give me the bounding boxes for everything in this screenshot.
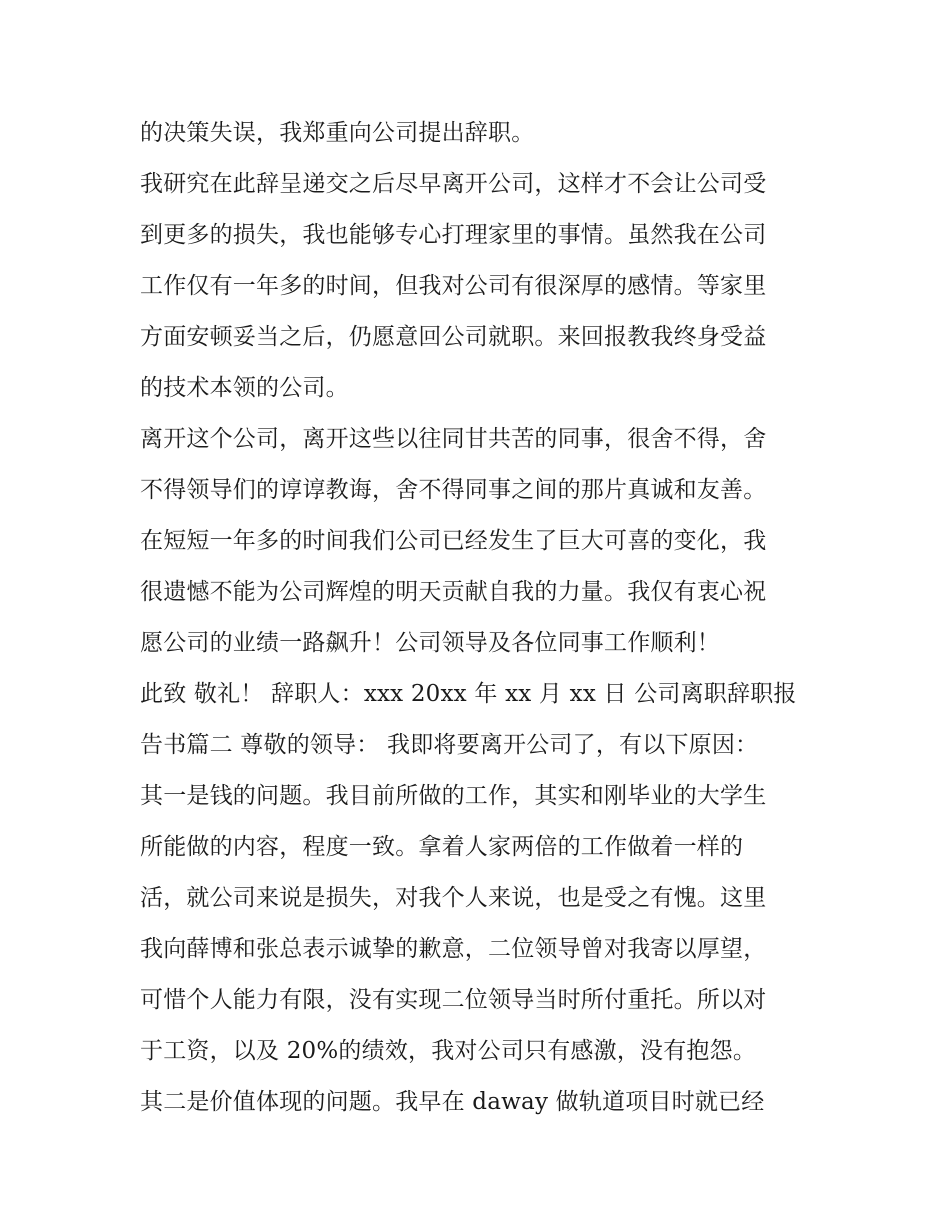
text-line-11: 愿公司的业绩一路飙升！公司领导及各位同事工作顺利！ bbox=[140, 630, 720, 656]
text-line-2: 我研究在此辞呈递交之后尽早离开公司，这样才不会让公司受 bbox=[140, 171, 767, 197]
text-line-16: 活，就公司来说是损失，对我个人来说，也是受之有愧。这里 bbox=[140, 885, 767, 911]
text-line-13: 告书篇二 尊敬的领导： 我即将要离开公司了，有以下原因： bbox=[140, 732, 759, 758]
text-line-20: 其二是价值体现的问题。我早在 daway 做轨道项目时就已经 bbox=[140, 1089, 765, 1115]
text-line-3: 到更多的损失，我也能够专心打理家里的事情。虽然我在公司 bbox=[140, 222, 767, 248]
text-line-12: 此致 敬礼！ 辞职人：xxx 20xx 年 xx 月 xx 日 公司离职辞职报 bbox=[140, 681, 797, 707]
text-line-8: 不得领导们的谆谆教诲，舍不得同事之间的那片真诚和友善。 bbox=[140, 477, 767, 503]
text-line-4: 工作仅有一年多的时间，但我对公司有很深厚的感情。等家里 bbox=[140, 273, 767, 299]
text-line-14: 其一是钱的问题。我目前所做的工作，其实和刚毕业的大学生 bbox=[140, 783, 767, 809]
text-line-19: 于工资，以及 20%的绩效，我对公司只有感激，没有抱怨。 bbox=[140, 1038, 757, 1064]
text-line-7: 离开这个公司，离开这些以往同甘共苦的同事，很舍不得，舍 bbox=[140, 426, 767, 452]
text-line-15: 所能做的内容，程度一致。拿着人家两倍的工作做着一样的 bbox=[140, 834, 744, 860]
text-line-6: 的技术本领的公司。 bbox=[140, 375, 349, 401]
text-line-10: 很遗憾不能为公司辉煌的明天贡献自我的力量。我仅有衷心祝 bbox=[140, 579, 767, 605]
text-line-5: 方面安顿妥当之后，仍愿意回公司就职。来回报教我终身受益 bbox=[140, 324, 767, 350]
document-body bbox=[140, 108, 820, 1128]
text-line-1: 的决策失误，我郑重向公司提出辞职。 bbox=[140, 120, 535, 146]
text-line-17: 我向薛博和张总表示诚挚的歉意，二位领导曾对我寄以厚望， bbox=[140, 936, 767, 962]
text-line-18: 可惜个人能力有限，没有实现二位领导当时所付重托。所以对 bbox=[140, 987, 767, 1013]
text-line-9: 在短短一年多的时间我们公司已经发生了巨大可喜的变化，我 bbox=[140, 528, 767, 554]
